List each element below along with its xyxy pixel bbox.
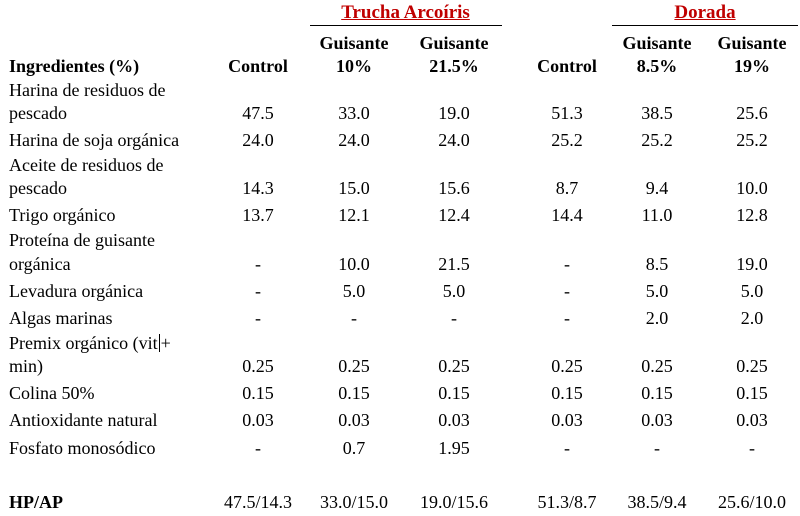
table-cell: 0.03 — [338, 410, 370, 430]
table-cell: 0.15 — [641, 383, 673, 403]
table-cell: 8.5 — [645, 254, 669, 274]
table-cell: 24.0 — [338, 130, 370, 150]
row-label-line2: min) — [9, 356, 43, 376]
table-cell: - — [749, 438, 755, 458]
footer-cell: 33.0/15.0 — [319, 492, 388, 512]
footer-cell: 25.6/10.0 — [717, 492, 786, 512]
group-underline-bream — [612, 25, 798, 26]
footer-cell: 47.5/14.3 — [223, 492, 292, 512]
table-cell: - — [564, 254, 570, 274]
table-cell: 2.0 — [740, 308, 764, 328]
table-cell: 0.25 — [338, 356, 370, 376]
table-cell: 25.2 — [641, 130, 673, 150]
row-label: Levadura orgánica — [9, 281, 144, 301]
table-cell: - — [255, 438, 261, 458]
table-cell: 0.25 — [438, 356, 470, 376]
row-label-line2: orgánica — [9, 254, 71, 274]
row-label-line1: Aceite de residuos de — [9, 155, 164, 175]
row-label: Fosfato monosódico — [9, 438, 156, 458]
row-label: Harina de soja orgánica — [9, 130, 180, 150]
row-label-line1: Harina de residuos de — [9, 80, 166, 100]
header-pea-8-l2: 8.5% — [636, 56, 678, 76]
row-label-part: + — [160, 333, 171, 353]
table-cell: 14.4 — [551, 205, 583, 225]
header-ingredients: Ingredientes (%) — [9, 56, 140, 76]
row-label: Colina 50% — [9, 383, 95, 403]
table-cell: 0.25 — [736, 356, 768, 376]
table-cell: 10.0 — [736, 178, 768, 198]
group-header-trout: Trucha Arcoíris — [341, 2, 470, 23]
table-cell: 19.0 — [736, 254, 768, 274]
table-cell: 33.0 — [338, 103, 370, 123]
table-cell: - — [654, 438, 660, 458]
table-cell: 5.0 — [342, 281, 366, 301]
table-cell: - — [564, 438, 570, 458]
table-cell: 0.03 — [438, 410, 470, 430]
table-cell: 5.0 — [645, 281, 669, 301]
table-cell: - — [255, 308, 261, 328]
table-cell: 14.3 — [242, 178, 274, 198]
table-cell: 0.03 — [551, 410, 583, 430]
table-cell: 0.03 — [242, 410, 274, 430]
table-cell: 5.0 — [442, 281, 466, 301]
header-pea-21-l1: Guisante — [419, 33, 489, 53]
header-pea-10-l2: 10% — [336, 56, 372, 76]
table-cell: 0.15 — [438, 383, 470, 403]
footer-cell: 19.0/15.6 — [419, 492, 488, 512]
header-pea-8-l1: Guisante — [622, 33, 692, 53]
row-label: Antioxidante natural — [9, 410, 158, 430]
table-cell: 38.5 — [641, 103, 673, 123]
row-label: Algas marinas — [9, 308, 113, 328]
table-cell: 9.4 — [645, 178, 669, 198]
table-cell: 0.25 — [242, 356, 274, 376]
table-cell: 0.03 — [641, 410, 673, 430]
table-cell: 0.15 — [736, 383, 768, 403]
row-label-line1 — [9, 333, 219, 353]
header-pea-10-l1: Guisante — [319, 33, 389, 53]
table-cell: 25.2 — [736, 130, 768, 150]
table-cell: - — [451, 308, 457, 328]
table-cell: 12.4 — [438, 205, 470, 225]
header-control-bream: Control — [537, 56, 597, 76]
table-cell: 10.0 — [338, 254, 370, 274]
table-cell: 0.15 — [338, 383, 370, 403]
table-cell: - — [255, 254, 261, 274]
table-cell: 15.6 — [438, 178, 470, 198]
table-cell: - — [255, 281, 261, 301]
table-cell: 5.0 — [740, 281, 764, 301]
table-cell: 13.7 — [242, 205, 274, 225]
table-cell: 0.25 — [551, 356, 583, 376]
row-label: Trigo orgánico — [9, 205, 116, 225]
table-cell: 2.0 — [645, 308, 669, 328]
row-label-line2: pescado — [9, 178, 67, 198]
table-cell: 11.0 — [641, 205, 673, 225]
table-cell: 24.0 — [242, 130, 274, 150]
header-control-trout: Control — [228, 56, 288, 76]
table-cell: 0.03 — [736, 410, 768, 430]
table-cell: 0.25 — [641, 356, 673, 376]
table-cell: - — [351, 308, 357, 328]
table-cell: 1.95 — [438, 438, 470, 458]
table-cell: 0.15 — [242, 383, 274, 403]
table-cell: 12.1 — [338, 205, 370, 225]
table-cell: 15.0 — [338, 178, 370, 198]
table-cell: - — [564, 281, 570, 301]
row-label-line1: Proteína de guisante — [9, 230, 155, 250]
table-cell: - — [564, 308, 570, 328]
table-cell: 12.8 — [736, 205, 768, 225]
header-pea-19-l2: 19% — [734, 56, 770, 76]
header-pea-19-l1: Guisante — [717, 33, 787, 53]
table-cell: 21.5 — [438, 254, 470, 274]
table-cell: 47.5 — [242, 103, 274, 123]
table-cell: 25.6 — [736, 103, 768, 123]
group-header-bream: Dorada — [674, 2, 736, 23]
table-cell: 51.3 — [551, 103, 583, 123]
text-cursor-icon — [159, 334, 160, 352]
table-cell: 25.2 — [551, 130, 583, 150]
table-cell: 24.0 — [438, 130, 470, 150]
table-cell: 0.15 — [551, 383, 583, 403]
row-label-part: Premix orgánico (vit — [9, 333, 158, 353]
row-label-line2: pescado — [9, 103, 67, 123]
group-underline-trout — [310, 25, 502, 26]
table-cell: 0.7 — [342, 438, 366, 458]
table-cell: 19.0 — [438, 103, 470, 123]
footer-cell: 38.5/9.4 — [627, 492, 687, 512]
footer-label: HP/AP — [9, 492, 63, 512]
table-cell: 8.7 — [555, 178, 579, 198]
header-pea-21-l2: 21.5% — [429, 56, 479, 76]
footer-cell: 51.3/8.7 — [537, 492, 597, 512]
